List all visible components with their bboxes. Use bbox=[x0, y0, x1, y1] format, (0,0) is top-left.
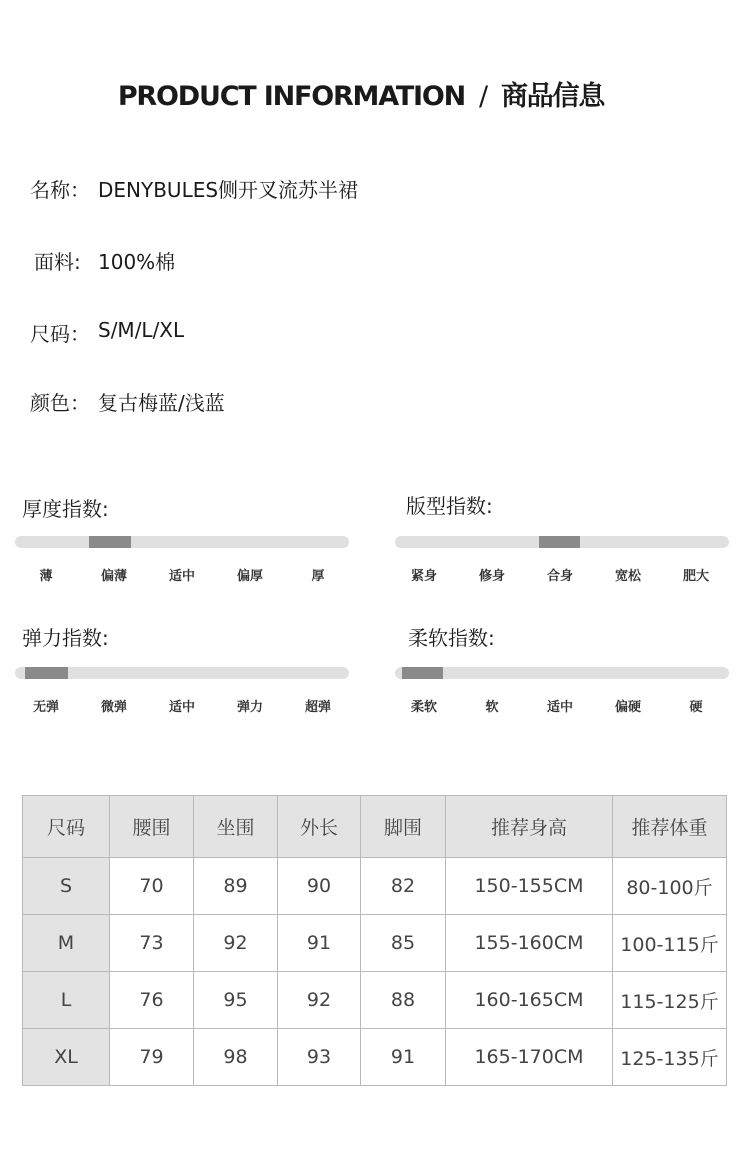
table-row bbox=[23, 915, 727, 972]
softness-tick: 硬 bbox=[689, 700, 703, 715]
table-cell: 91 bbox=[278, 915, 361, 972]
thickness-tick: 薄 bbox=[39, 569, 53, 584]
softness-tick: 适中 bbox=[546, 700, 573, 715]
table-cell: 89 bbox=[194, 858, 278, 915]
page-title bbox=[0, 74, 722, 113]
fit-tick: 修身 bbox=[478, 569, 505, 584]
size-table-header-cell: 推荐体重 bbox=[613, 796, 727, 858]
thickness-index-title: 厚度指数: bbox=[22, 497, 109, 521]
elasticity-tick: 微弹 bbox=[100, 700, 127, 715]
table-cell: M bbox=[23, 915, 110, 972]
info-name-label: 名称： bbox=[30, 178, 90, 202]
elasticity-tick: 弹力 bbox=[236, 700, 263, 715]
table-cell: 100-115斤 bbox=[613, 915, 727, 972]
elasticity-tick: 适中 bbox=[168, 700, 195, 715]
thickness-index-track bbox=[15, 536, 349, 548]
size-table-header-cell: 外长 bbox=[278, 796, 361, 858]
table-cell: 98 bbox=[194, 1029, 278, 1086]
table-cell: 150-155CM bbox=[446, 858, 613, 915]
size-table-header-cell: 腰围 bbox=[110, 796, 194, 858]
info-name-value: DENYBULES侧开叉流苏半裙 bbox=[98, 178, 359, 202]
elasticity-index-track bbox=[15, 667, 349, 679]
table-cell: 70 bbox=[110, 858, 194, 915]
title-chinese: 商品信息 bbox=[500, 81, 605, 112]
info-fabric-label: 面料: bbox=[34, 250, 81, 274]
table-cell: 80-100斤 bbox=[613, 858, 727, 915]
table-cell: 82 bbox=[361, 858, 446, 915]
table-row bbox=[23, 1029, 727, 1086]
table-row bbox=[23, 972, 727, 1029]
thickness-tick: 偏厚 bbox=[236, 569, 263, 584]
table-cell: 85 bbox=[361, 915, 446, 972]
table-cell: 79 bbox=[110, 1029, 194, 1086]
info-size-label: 尺码： bbox=[30, 322, 90, 346]
table-cell: 90 bbox=[278, 858, 361, 915]
table-cell: 73 bbox=[110, 915, 194, 972]
size-table-header-cell: 推荐身高 bbox=[446, 796, 613, 858]
table-cell: 165-170CM bbox=[446, 1029, 613, 1086]
table-cell: 92 bbox=[278, 972, 361, 1029]
info-color-value: 复古梅蓝/浅蓝 bbox=[98, 391, 225, 415]
table-cell: 115-125斤 bbox=[613, 972, 727, 1029]
size-table-header-cell: 尺码 bbox=[23, 796, 110, 858]
softness-tick: 软 bbox=[485, 700, 499, 715]
title-separator: / bbox=[479, 81, 487, 112]
table-cell: XL bbox=[23, 1029, 110, 1086]
softness-index-track bbox=[395, 667, 729, 679]
elasticity-index-marker bbox=[25, 667, 68, 679]
table-cell: 160-165CM bbox=[446, 972, 613, 1029]
fit-index-marker bbox=[539, 536, 580, 548]
elasticity-tick: 无弹 bbox=[32, 700, 59, 715]
elasticity-tick: 超弹 bbox=[304, 700, 331, 715]
fit-tick: 宽松 bbox=[614, 569, 641, 584]
table-cell: 95 bbox=[194, 972, 278, 1029]
fit-index-track bbox=[395, 536, 729, 548]
thickness-tick: 适中 bbox=[168, 569, 195, 584]
table-cell: S bbox=[23, 858, 110, 915]
fit-tick: 肥大 bbox=[682, 569, 709, 584]
info-size-value: S/M/L/XL bbox=[98, 318, 185, 342]
table-cell: L bbox=[23, 972, 110, 1029]
size-table bbox=[22, 795, 727, 1086]
size-table-header-cell: 脚围 bbox=[361, 796, 446, 858]
softness-index-marker bbox=[402, 667, 443, 679]
fit-tick: 合身 bbox=[546, 569, 573, 584]
table-cell: 91 bbox=[361, 1029, 446, 1086]
softness-tick: 偏硬 bbox=[614, 700, 641, 715]
softness-index-title: 柔软指数: bbox=[408, 626, 495, 650]
thickness-index-marker bbox=[89, 536, 131, 548]
info-color-label: 颜色： bbox=[30, 391, 90, 415]
table-cell: 76 bbox=[110, 972, 194, 1029]
elasticity-index-title: 弹力指数: bbox=[22, 626, 109, 650]
table-row bbox=[23, 858, 727, 915]
table-cell: 155-160CM bbox=[446, 915, 613, 972]
thickness-tick: 偏薄 bbox=[100, 569, 127, 584]
size-table-header-cell: 坐围 bbox=[194, 796, 278, 858]
softness-tick: 柔软 bbox=[410, 700, 437, 715]
table-cell: 125-135斤 bbox=[613, 1029, 727, 1086]
table-cell: 93 bbox=[278, 1029, 361, 1086]
fit-index-title: 版型指数: bbox=[406, 494, 493, 518]
table-cell: 88 bbox=[361, 972, 446, 1029]
thickness-tick: 厚 bbox=[311, 569, 325, 584]
table-cell: 92 bbox=[194, 915, 278, 972]
size-table-header-row bbox=[23, 796, 727, 858]
title-english: PRODUCT INFORMATION bbox=[117, 81, 466, 112]
fit-tick: 紧身 bbox=[410, 569, 437, 584]
info-fabric-value: 100%棉 bbox=[98, 250, 176, 274]
